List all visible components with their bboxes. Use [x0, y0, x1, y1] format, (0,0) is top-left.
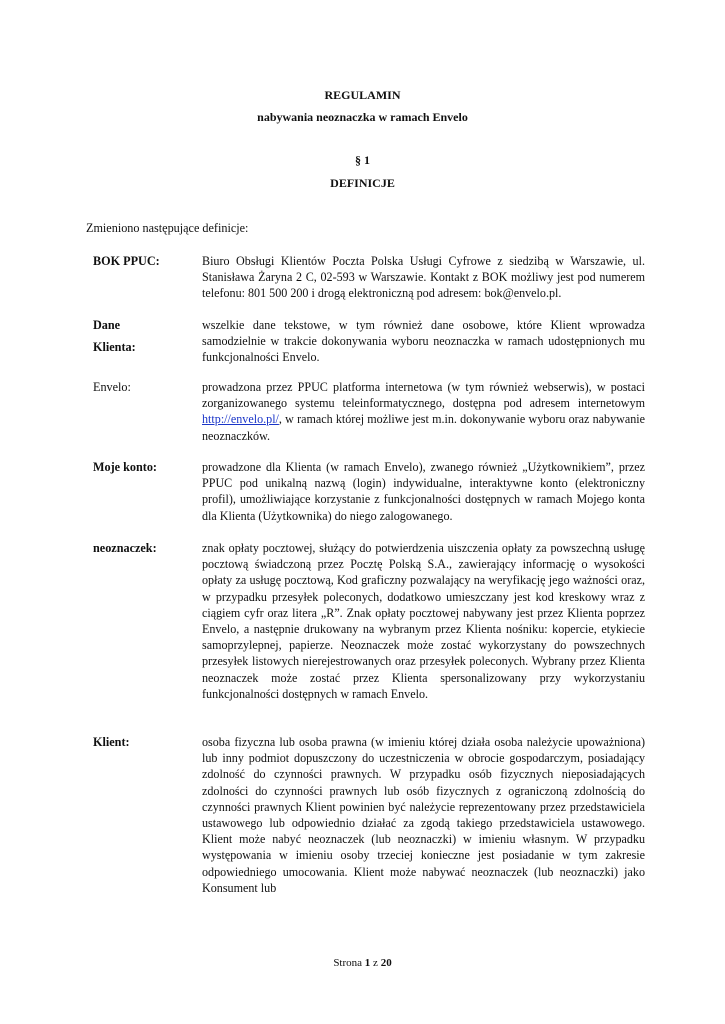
envelo-link[interactable]: http://envelo.pl/: [202, 412, 279, 427]
document-title: REGULAMIN: [324, 88, 401, 102]
footer-total-pages: 20: [380, 957, 392, 969]
definition-text: [202, 379, 645, 444]
footer-prefix: Strona: [333, 957, 363, 969]
section-number: § 1: [355, 153, 370, 167]
section-title: DEFINICJE: [330, 176, 395, 190]
page-footer: [0, 957, 725, 969]
definition-text-part2: , w ramach której możliwe jest m.in. dokonywanie wyboru oraz nabywanie neoznaczków.: [202, 412, 645, 443]
definition-text: znak opłaty pocztowej, służący do potwierdzenia uiszczenia opłaty za powszechną usługę pocztową świadczoną przez Pocztę Polską S.A., zawierający informację o wysokości opłaty za usługę pocztową, Kod graficzny pozwalający na weryfikację jego ważności oraz, w przypadku przesyłek poleconych, dodatkowo umieszczany jest kod kreskowy wraz z ciągiem cyfr oraz litera „R”. Znak opłaty pocztowej nabywany jest przez Klienta poprzez Envelo, a następnie drukowany na wybranym przez Klienta nośniku: kopercie, etykiecie samoprzylepnej, papierze. Neoznaczek może zostać wykorzystany do powszechnych przesyłek listowych nierejestrowanych oraz przesyłek poleconych. Wybrany przez Klienta neoznaczek może zostać przez Klienta spersonalizowany przy wykorzystaniu funkcjonalności dostępnych w ramach Envelo.: [202, 541, 645, 701]
intro-text: Zmieniono następujące definicje:: [86, 221, 249, 235]
definition-term: Moje konto:: [93, 460, 157, 474]
definition-term-line1: Dane: [93, 318, 121, 332]
footer-page-number: 1: [364, 957, 371, 969]
definition-term-line2: Klienta:: [93, 340, 136, 354]
definition-text: osoba fizyczna lub osoba prawna (w imieniu której działa osoba należycie upoważniona) lub inny podmiot dopuszczony do uczestniczenia w obrocie gospodarczym, posiadający zdolność do czynności prawnych. W przypadku osób fizycznych nieposiadających zdolności do czynności prawnych lub osób fizycznych z ograniczoną zdolnością do czynności prawnych Klient powinien być należycie reprezentowany przez przedstawiciela ustawowego lub odpowiednio działać za zgodą takiego przedstawiciela ustawowego. Klient może nabyć neoznaczek (lub neoznaczki) w imieniu własnym. W przypadku występowania w imieniu osoby trzeciej konieczne jest posiadanie w tym zakresie odpowiedniego umocowania. Klient może nabywać neoznaczek (lub neoznaczki) jako Konsument lub: [202, 735, 645, 895]
definition-text: prowadzone dla Klienta (w ramach Envelo), zwanego również „Użytkownikiem”, przez PPUC pod unikalną nazwą (login) indywidualne, interaktywne konto (elektroniczny profil), umożliwiające korzystanie z funkcjonalności dostępnych w ramach Mojego konta dla Klienta (Użytkownika) do niego zalogowanego.: [202, 460, 645, 523]
footer-separator: z: [373, 957, 378, 969]
document-subtitle: nabywania neoznaczka w ramach Envelo: [257, 110, 468, 124]
definition-term: Klient:: [93, 735, 130, 749]
definition-term: BOK PPUC:: [93, 254, 160, 268]
definition-term: [93, 314, 193, 358]
definition-term: Envelo:: [93, 380, 131, 394]
definition-text: Biuro Obsługi Klientów Poczta Polska Usługi Cyfrowe z siedzibą w Warszawie, ul. Stanisława Żaryna 2 C, 02-593 w Warszawie. Kontakt z BOK możliwy jest pod numerem telefonu: 801 500 200 i drogą elektroniczną pod adresem: bok@envelo.pl.: [202, 254, 645, 301]
definition-text: wszelkie dane tekstowe, w tym również dane osobowe, które Klient wprowadza samodzielnie w trakcie dokonywania wyboru neoznaczka w ramach udostępnionych mu funkcjonalności Envelo.: [202, 318, 645, 365]
definition-term: neoznaczek:: [93, 541, 157, 555]
definition-text-part1: prowadzona przez PPUC platforma internetowa (w tym również webserwis), w postaci zorganizowanego systemu teleinformatycznego, dostępna pod adresem internetowym: [202, 380, 645, 411]
